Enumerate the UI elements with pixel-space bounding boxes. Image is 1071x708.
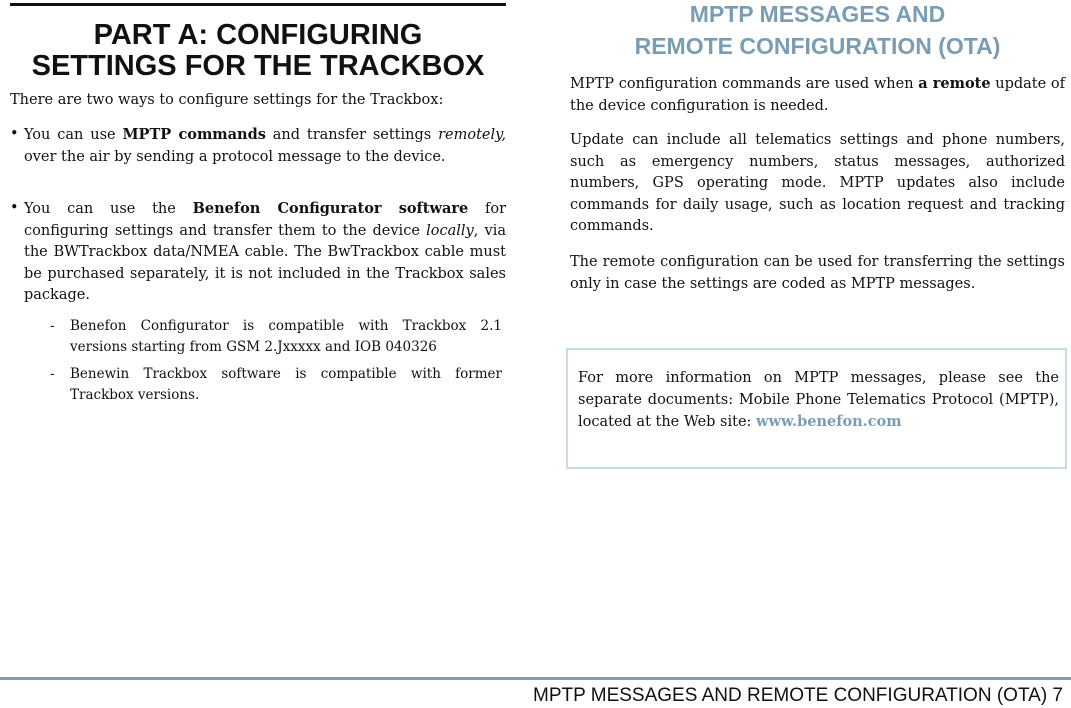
bullet-italic: locally [426,222,474,239]
footer-rule [0,677,1071,680]
sub-item-configurator [50,316,502,358]
bullet-text: and transfer settings [265,127,439,143]
section-title [570,0,1065,62]
bullet-local [10,198,506,307]
paragraph-text: MPTP configuration commands are used when [570,76,919,92]
bullet-bold: MPTP commands [122,126,266,143]
sub-dash: - [50,318,55,334]
page-footer: MPTP MESSAGES AND REMOTE CONFIGURATION (OTA) 7 [533,685,1063,706]
top-rule [10,3,506,6]
intro-paragraph: There are two ways to configure settings for the Trackbox: [10,92,444,108]
paragraph-commands [570,73,1065,117]
bullet-remote [10,124,506,168]
bullet-text: , via the BWTrackbox data/NMEA cable. The BwTrackbox cable must be purchased separately, it is not included in the Trackbox sales package. [24,222,506,303]
note-body: For more information on MPTP messages, please see the separate documents: Mobile Phone Telematics Protocol (MPTP), located at the Web site: [578,370,1059,430]
bullet-bold: Benefon Configurator software [192,200,469,217]
part-title [10,20,506,82]
sub-dash: - [50,366,55,382]
paragraph-bold: a remote [918,75,991,92]
sub-text: Benewin Trackbox software is compatible with former Trackbox versions. [70,366,502,403]
bullet-text: You can use [24,127,123,143]
paragraph-update: Update can include all telematics settings and phone numbers, such as emergency numbers, status messages, authorized numbers, GPS operating mode. MPTP updates also include commands for daily usage, such as location request and tracking commands. [570,132,1065,234]
part-title-line2: SETTINGS FOR THE TRACKBOX [31,50,485,82]
sub-item-benewin [50,364,502,406]
bullet-text: for configuring settings and transfer them to the device [24,201,506,239]
bullet-text: You can use the [24,201,193,217]
section-title-line1: MPTP MESSAGES AND [689,1,946,27]
note-text [578,368,1059,434]
part-title-line1: PART A: CONFIGURING [93,19,423,51]
bullet-dot: • [10,126,19,142]
bullet-italic: remotely, [438,127,506,143]
paragraph-text: update of the device configuration is needed. [570,76,1065,114]
paragraph-remote-config: The remote configuration can be used for transferring the settings only in case the settings are coded as MPTP messages. [570,254,1065,292]
website-link[interactable]: www.benefon.com [756,413,902,430]
section-title-line2: REMOTE CONFIGURATION (OTA) [634,33,1001,59]
bullet-text: over the air by sending a protocol message to the device. [24,148,446,165]
bullet-dot: • [10,200,19,216]
sub-text: Benefon Configurator is compatible with Trackbox 2.1 versions starting from GSM 2.Jxxxxx and IOB 040326 [70,318,502,355]
